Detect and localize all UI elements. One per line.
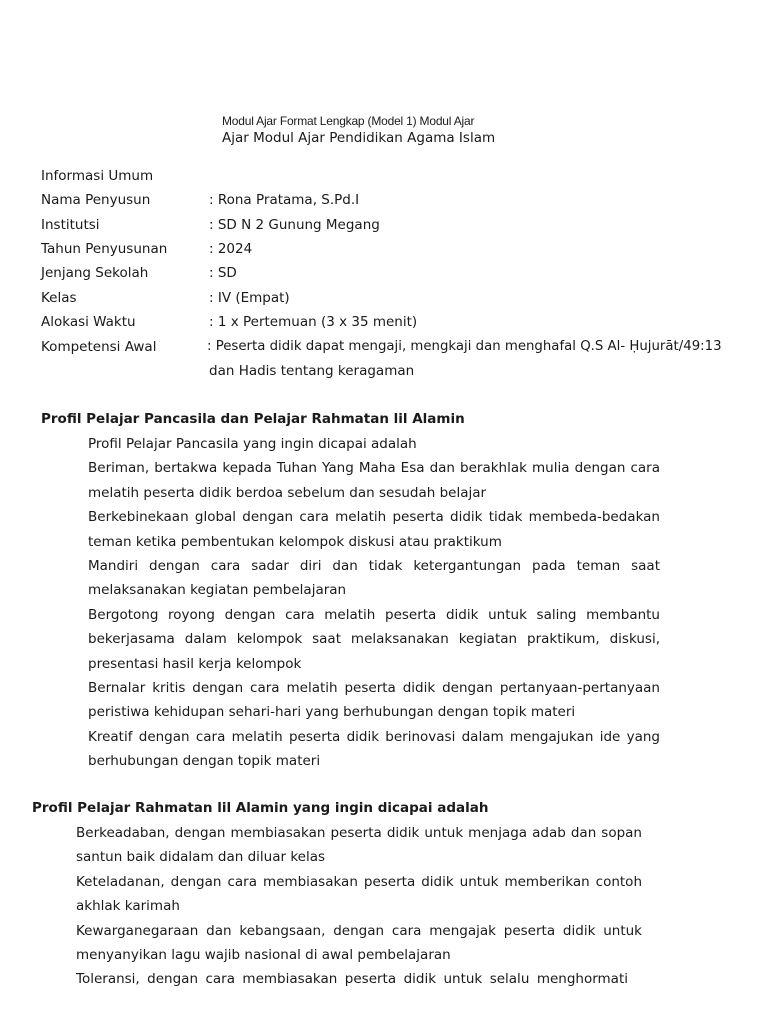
- section-profil-pancasila-body: [88, 432, 660, 773]
- info-heading: Informasi Umum: [41, 168, 154, 184]
- info-label-alokasi: Alokasi Waktu: [41, 314, 136, 330]
- info-label-kelas: Kelas: [41, 290, 77, 306]
- paragraph-line: melaksanakan kegiatan pembelajaran: [88, 582, 347, 599]
- info-value-nama-penyusun: : Rona Pratama, S.Pd.I: [209, 192, 360, 208]
- info-label-tahun: Tahun Penyusunan: [41, 241, 168, 257]
- paragraph-line: Bernalar kritis dengan cara melatih peserta didik dengan pertanyaan-pertanyaan: [88, 679, 660, 696]
- section-heading-profil-pancasila: Profil Pelajar Pancasila dan Pelajar Rahmatan lil Alamin: [41, 411, 465, 427]
- paragraph-line: Berkeadaban, dengan membiasakan peserta didik untuk menjaga adab dan sopan: [76, 825, 642, 841]
- info-value-kompetensi: : Peserta didik dapat mengaji, mengkaji dan menghafal Q.S Al- Ḥujurāt/49:13: [207, 339, 722, 354]
- info-label-kompetensi: Kompetensi Awal: [41, 339, 157, 355]
- paragraph-line: Mandiri dengan cara sadar diri dan tidak ketergantungan pada teman saat: [88, 557, 660, 574]
- paragraph-line: berhubungan dengan topik materi: [88, 753, 321, 770]
- paragraph-line: peristiwa kehidupan sehari-hari yang berhubungan dengan topik materi: [88, 704, 576, 721]
- document-title-line-1: Modul Ajar Format Lengkap (Model 1) Modul Ajar: [222, 114, 475, 128]
- paragraph-line: Kewarganegaraan dan kebangsaan, dengan cara mengajak peserta didik untuk: [76, 922, 642, 939]
- document-title-line-2: Ajar Modul Ajar Pendidikan Agama Islam: [222, 130, 496, 146]
- paragraph-line: presentasi hasil kerja kelompok: [88, 655, 302, 672]
- info-value-kompetensi-cont: dan Hadis tentang keragaman: [209, 363, 415, 379]
- paragraph-line: Berkebinekaan global dengan cara melatih peserta didik tidak membeda-bedakan: [88, 509, 660, 526]
- info-label-institusi: Institutsi: [41, 217, 100, 233]
- section-rahmatan-body: [76, 821, 642, 992]
- paragraph-line: teman ketika pembentukan kelompok diskusi atau praktikum: [88, 533, 502, 550]
- section-heading-rahmatan: Profil Pelajar Rahmatan lil Alamin yang ingin dicapai adalah: [32, 800, 489, 816]
- info-value-jenjang: : SD: [209, 265, 237, 281]
- paragraph-line: akhlak karimah: [76, 898, 180, 915]
- info-label-nama-penyusun: Nama Penyusun: [41, 192, 151, 208]
- paragraph-line: menyanyikan lagu wajib nasional di awal pembelajaran: [76, 946, 451, 963]
- paragraph-line: Bergotong royong dengan cara melatih peserta didik untuk saling membantu: [88, 606, 660, 623]
- info-value-alokasi: : 1 x Pertemuan (3 x 35 menit): [209, 314, 418, 330]
- paragraph-line: Keteladanan, dengan cara membiasakan peserta didik untuk memberikan contoh: [76, 873, 642, 890]
- info-label-jenjang: Jenjang Sekolah: [41, 265, 149, 281]
- paragraph-line: Toleransi, dengan cara membiasakan peserta didik untuk selalu menghormati: [76, 971, 628, 988]
- info-value-institusi: : SD N 2 Gunung Megang: [209, 217, 380, 233]
- paragraph-line: Beriman, bertakwa kepada Tuhan Yang Maha Esa dan berakhlak mulia dengan cara: [88, 460, 660, 477]
- info-value-tahun: : 2024: [209, 241, 253, 257]
- paragraph-line: Kreatif dengan cara melatih peserta didik berinovasi dalam mengajukan ide yang: [88, 728, 660, 745]
- paragraph-line: melatih peserta didik berdoa sebelum dan sesudah belajar: [88, 484, 487, 501]
- paragraph-line: Profil Pelajar Pancasila yang ingin dicapai adalah: [88, 436, 417, 452]
- paragraph-line: santun baik didalam dan diluar kelas: [76, 849, 326, 866]
- paragraph-line: bekerjasama dalam kelompok saat melaksanakan kegiatan praktikum, diskusi,: [88, 631, 660, 648]
- info-value-kelas: : IV (Empat): [209, 290, 290, 306]
